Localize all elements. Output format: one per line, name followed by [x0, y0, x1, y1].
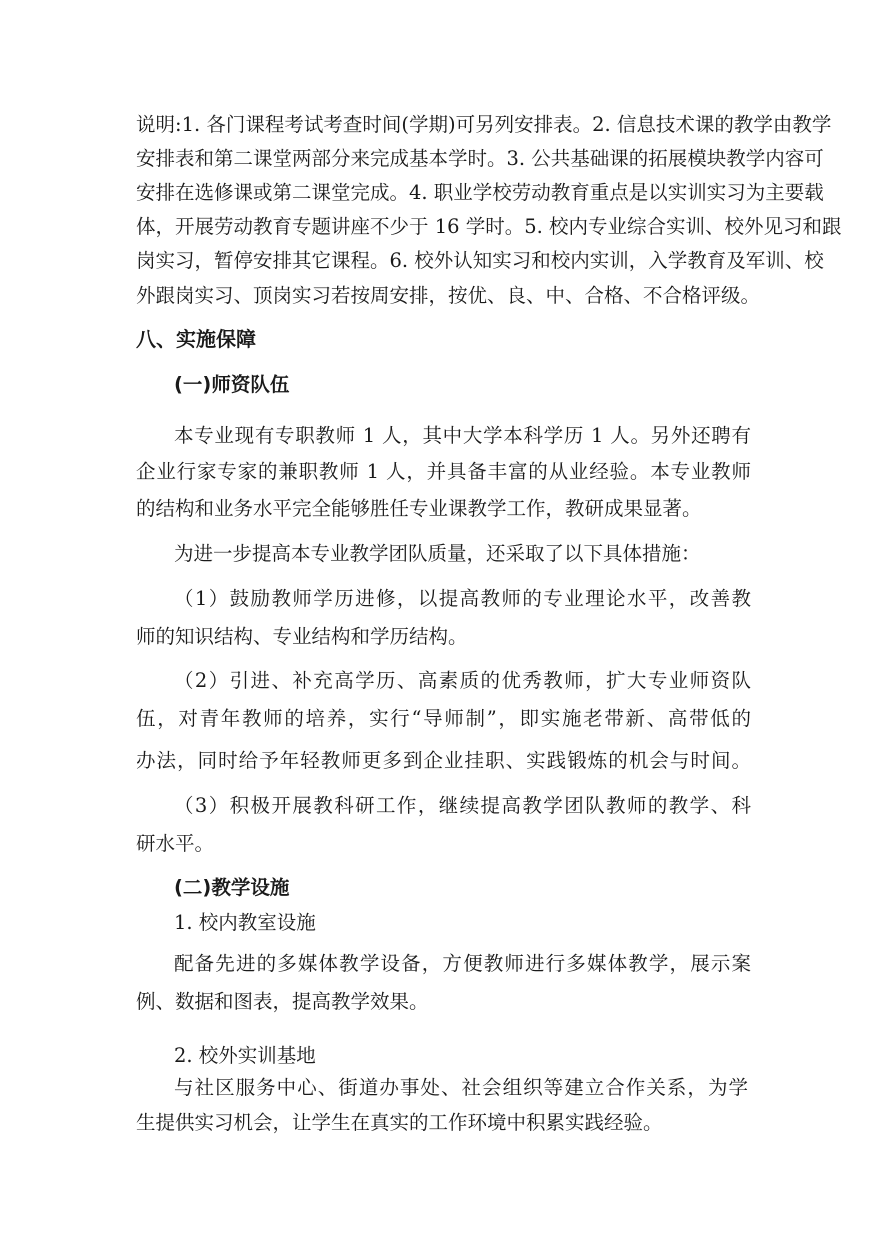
paragraph-line: 师的知识结构、专业结构和学历结构。: [136, 625, 468, 648]
facility-title: 2. 校外实训基地: [174, 1044, 316, 1067]
paragraph-line: 研水平。: [136, 832, 215, 855]
note-line: 岗实习，暂停安排其它课程。6. 校外认知实习和校内实训，入学教育及军训、校: [136, 249, 824, 272]
note-line: 体，开展劳动教育专题讲座不少于 16 学时。5. 校内专业综合实训、校外见习和跟: [136, 215, 842, 238]
section-heading: 八、实施保障: [136, 327, 256, 351]
paragraph-line: 生提供实习机会，让学生在真实的工作环境中积累实践经验。: [136, 1111, 663, 1134]
facility-title: 1. 校内教室设施: [174, 911, 316, 934]
paragraph-line: （3）积极开展教科研工作，继续提高教学团队教师的教学、科: [174, 794, 751, 817]
note-line: 安排在选修课或第二课堂完成。4. 职业学校劳动教育重点是以实训实习为主要载: [136, 181, 824, 204]
paragraph-line: （2）引进、补充高学历、高素质的优秀教师，扩大专业师资队: [174, 669, 751, 692]
paragraph-line: 配备先进的多媒体教学设备，方便教师进行多媒体教学，展示案: [174, 952, 751, 975]
subsection-heading: (二)教学设施: [174, 876, 290, 899]
paragraph-line: 与社区服务中心、街道办事处、社会组织等建立合作关系，为学: [174, 1076, 748, 1099]
subsection-heading: (一)师资队伍: [174, 373, 290, 396]
paragraph-line: 伍，对青年教师的培养，实行“导师制”，即实施老带新、高带低的: [136, 707, 751, 730]
paragraph-line: 为进一步提高本专业教学团队质量，还采取了以下具体措施：: [174, 542, 701, 565]
paragraph-line: 的结构和业务水平完全能够胜任专业课教学工作，教研成果显著。: [136, 497, 702, 520]
paragraph-line: 企业行家专家的兼职教师 1 人，并具备丰富的从业经验。本专业教师: [136, 460, 751, 483]
paragraph-line: （1）鼓励教师学历进修，以提高教师的专业理论水平，改善教: [174, 587, 751, 610]
note-line: 说明:1. 各门课程考试考查时间(学期)可另列安排表。2. 信息技术课的教学由教学: [136, 113, 832, 136]
paragraph-line: 本专业现有专职教师 1 人，其中大学本科学历 1 人。另外还聘有: [174, 424, 751, 447]
note-line: 外跟岗实习、顶岗实习若按周安排，按优、良、中、合格、不合格评级。: [136, 284, 761, 307]
paragraph-line: 例、数据和图表，提高教学效果。: [136, 990, 429, 1013]
note-line: 安排表和第二课堂两部分来完成基本学时。3. 公共基础课的拓展模块教学内容可: [136, 147, 824, 170]
paragraph-line: 办法，同时给予年轻教师更多到企业挂职、实践锻炼的机会与时间。: [136, 749, 751, 772]
